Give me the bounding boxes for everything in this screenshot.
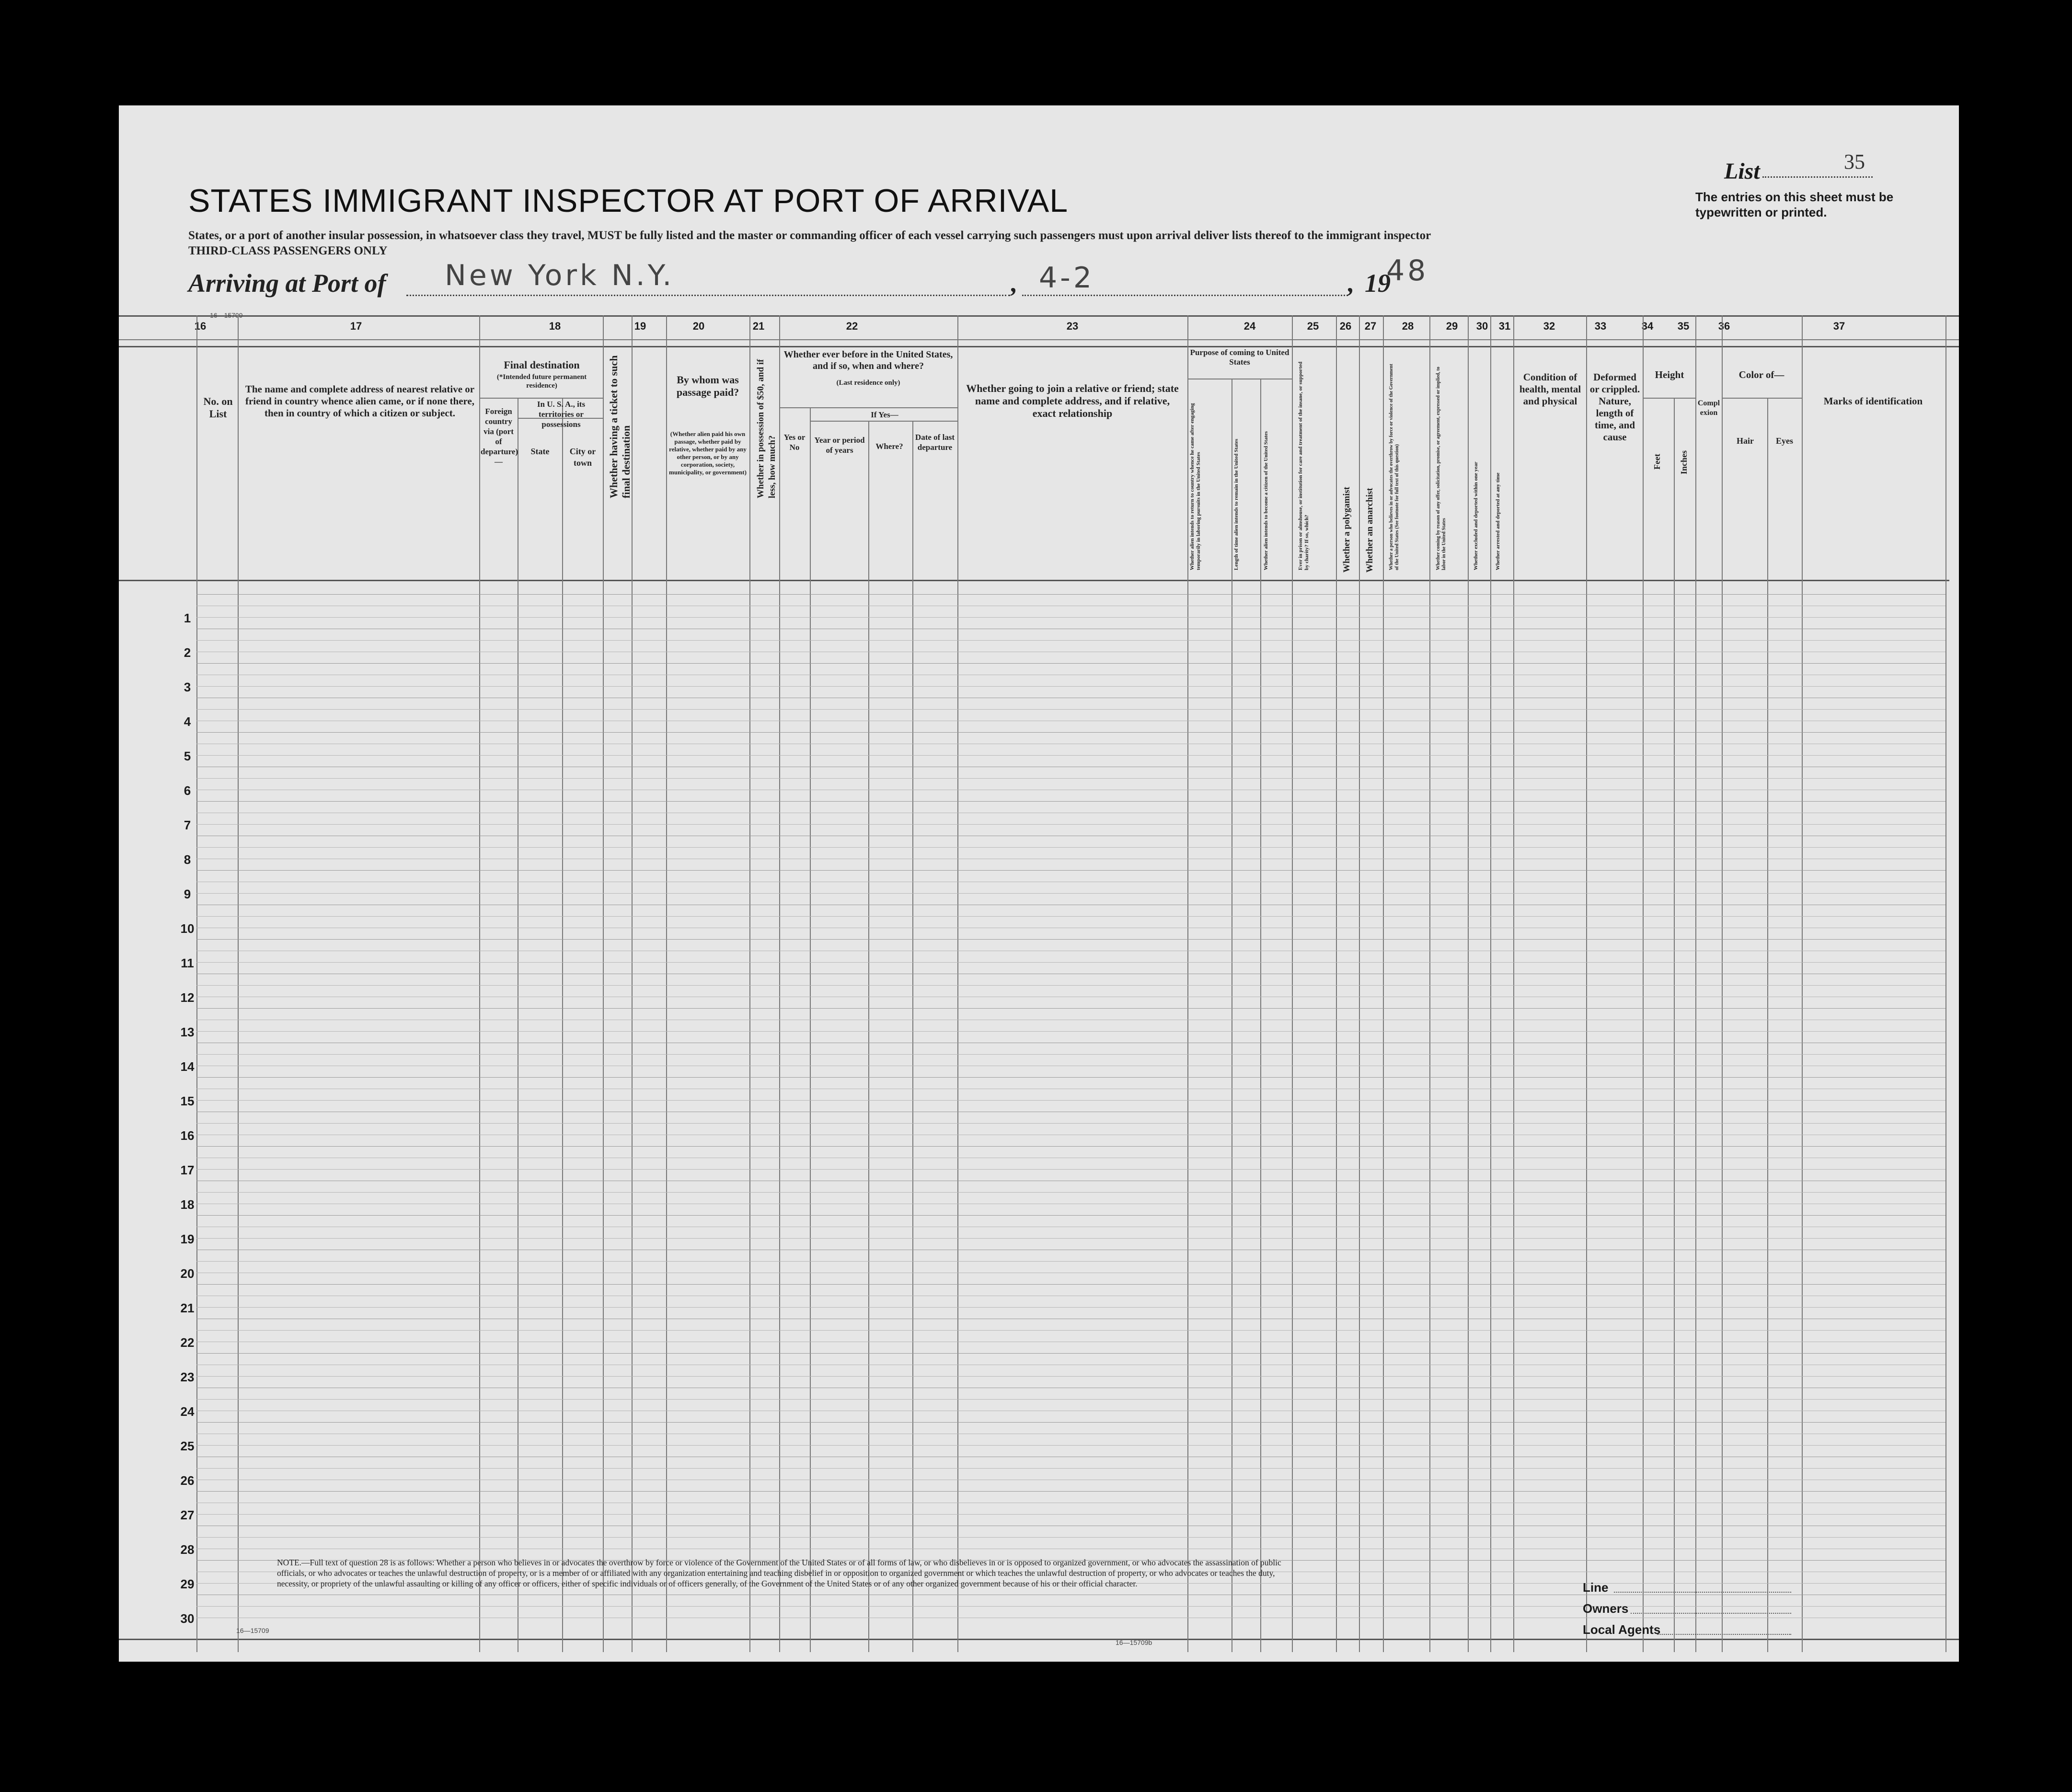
header-final-destination-sub: (*Intended future permanent residence) [496, 373, 587, 390]
header-col24c-text: Whether alien intends to become a citizen of the United States [1263, 431, 1269, 570]
col-number: 18 [549, 320, 561, 332]
col-number: 32 [1543, 320, 1555, 332]
header-col32: Condition of health, mental and physical [1519, 371, 1581, 407]
local-agents-label: Local Agents [1583, 1622, 1661, 1637]
list-dotted-line [1762, 176, 1873, 178]
header-col17: The name and complete address of nearest relative or friend in country whence alien came, or if none there, then in country of which a citizen or subject. [245, 383, 475, 419]
col-number: 24 [1243, 320, 1256, 332]
header-col24a [1189, 388, 1202, 570]
row-rule [196, 1215, 1945, 1216]
form-code: 16—15709b [1116, 1639, 1152, 1646]
row-number: 21 [180, 1301, 195, 1315]
row-rule [196, 732, 1945, 733]
row-rule [196, 847, 1945, 848]
col-number: 23 [1066, 320, 1079, 332]
row-number: 16 [180, 1128, 195, 1143]
row-rule [196, 985, 1945, 986]
row-rule [196, 1376, 1945, 1377]
row-rule [196, 916, 1945, 917]
row-number: 2 [184, 645, 191, 660]
row-number: 6 [184, 783, 191, 798]
manifest-sheet [119, 105, 1959, 1662]
row-rule [196, 824, 1945, 825]
row-rule [196, 1077, 1945, 1078]
row-number: 26 [180, 1473, 195, 1488]
row-rule [196, 663, 1945, 664]
row-number: 5 [184, 749, 191, 763]
row-number: 10 [180, 921, 195, 936]
row-number: 29 [180, 1577, 195, 1591]
row-rule [196, 1100, 1945, 1101]
row-number: 20 [180, 1266, 195, 1281]
header-yes-no: Yes or No [783, 433, 806, 452]
row-number: 24 [180, 1404, 195, 1419]
row-number: 23 [180, 1370, 195, 1384]
comma: , [1348, 269, 1355, 298]
row-number: 7 [184, 818, 191, 832]
row-rule [196, 755, 1945, 756]
header-final-destination: Final destination [504, 359, 580, 371]
row-number: 1 [184, 611, 191, 625]
col-number: 19 [634, 320, 646, 332]
entries-note: The entries on this sheet must be typewritten or printed. [1695, 190, 1894, 219]
header-col24b-text: Length of time alien intends to remain in the United States [1233, 438, 1239, 570]
col-number: 36 [1718, 320, 1730, 332]
header-in-usa: In U. S. A., its territories or possessions [537, 400, 586, 429]
row-rule [196, 1008, 1945, 1009]
row-number: 8 [184, 852, 191, 867]
col-number: 16 [194, 320, 207, 332]
row-number: 9 [184, 887, 191, 901]
header-inches: Inches [1679, 450, 1689, 474]
row-rule [196, 1123, 1945, 1124]
row-rule [196, 893, 1945, 894]
page-title: STATES IMMIGRANT INSPECTOR AT PORT OF ARRIVAL [188, 183, 1069, 219]
row-number: 12 [180, 990, 195, 1005]
row-number: 15 [180, 1094, 195, 1108]
col-number: 33 [1594, 320, 1607, 332]
header-year-period: Year or period of years [814, 436, 865, 455]
line-field [1614, 1592, 1791, 1593]
row-rule [196, 640, 1945, 641]
header-height: Height [1655, 369, 1684, 380]
col-number: 22 [846, 320, 858, 332]
form-code: 16—15709 [236, 1627, 269, 1634]
header-color-of: Color of— [1738, 369, 1784, 380]
col-number: 28 [1402, 320, 1414, 332]
row-rule [196, 617, 1945, 618]
header-marks: Marks of identification [1823, 395, 1923, 407]
header-city: City or town [569, 447, 596, 468]
col-number: 29 [1446, 320, 1458, 332]
row-rule [196, 1307, 1945, 1308]
row-rule [196, 1468, 1945, 1469]
header-col25-text: Ever in prison or almshouse, or institution for care and treatment of the insane, or supported by charity? If so, which? [1298, 361, 1310, 570]
header-col30-text: Whether excluded and deported within one year [1473, 461, 1479, 570]
header-foreign-country: Foreign country via (port of departure)— [481, 407, 518, 466]
col-number: 25 [1307, 320, 1319, 332]
header-col33: Deformed or crippled. Nature, length of time, and cause [1589, 371, 1640, 443]
row-rule [196, 1537, 1945, 1538]
row-number: 17 [180, 1163, 195, 1177]
header-col19 [608, 355, 633, 498]
row-rule [196, 1169, 1945, 1170]
row-number: 4 [184, 714, 191, 729]
col-number: 34 [1641, 320, 1654, 332]
col-number: 20 [692, 320, 705, 332]
header-col23: Whether going to join a relative or friend; state name and complete address, and if relative, exact relationship [966, 382, 1179, 419]
col-number: 17 [350, 320, 362, 332]
row-rule [196, 1491, 1945, 1492]
footnote: NOTE.—Full text of question 28 is as follows: Whether a person who believes in or advocates the overthrow by force or violence of the Government of the United States or of all forms of law, or who disbelieves in or is opposed to organized government, or who advocates the assassination of public officials, or who advocates or teaches the unlawful destruction of property, or is a member of or affiliated with any organization entertaining and teaching disbelief in or opposition to organized government or which teaches the unlawful destruction of property, or who advocates or teaches the duty, necessity, or propriety of the unlawful assaulting or killing of any officer or officers, either of specific individuals or of officers generally, of the Government of the United States or of any other organized government because of his or their official character. [277, 1558, 1281, 1588]
row-rule [196, 1054, 1945, 1055]
list-number: 35 [1844, 150, 1865, 173]
col-number: 30 [1476, 320, 1488, 332]
form-code: 16—15709 [210, 311, 243, 319]
owners-field [1631, 1613, 1791, 1614]
header-col29 [1436, 359, 1447, 570]
port-label: Arriving at Port of [188, 269, 386, 298]
row-number: 22 [180, 1335, 195, 1350]
row-number: 27 [180, 1508, 195, 1522]
header-col26: Whether a polygamist [1342, 486, 1352, 573]
row-number: 30 [180, 1611, 195, 1626]
header-instructions: States, or a port of another insular possession, in whatsoever class they travel, MUST be fully listed and the master or commanding officer of each vessel carrying such passengers must upon arrival deliver lists thereof to the immigrant inspector [188, 229, 1431, 242]
col-number: 21 [752, 320, 765, 332]
passenger-class-label: THIRD-CLASS PASSENGERS ONLY [188, 244, 388, 257]
header-col25 [1298, 359, 1310, 570]
row-rule [196, 1330, 1945, 1331]
year-prefix: 19 [1365, 269, 1391, 298]
header-col22-sub: (Last residence only) [836, 379, 900, 387]
header-col21-text: Whether in possession of $50, and if less, how much? [756, 359, 777, 498]
col-number: 26 [1339, 320, 1352, 332]
header-col19-text: Whether having a ticket to such final destination [608, 355, 632, 498]
header-where: Where? [875, 442, 903, 451]
row-rule [196, 686, 1945, 687]
row-rule [196, 1031, 1945, 1032]
row-rule [196, 870, 1945, 871]
header-col20-sub: (Whether alien paid his own passage, whether paid by relative, whether paid by any other person, or by any corporation, society, municipality, or government) [669, 430, 747, 476]
header-col24c [1263, 388, 1269, 570]
row-rule [196, 1514, 1945, 1515]
row-rule [196, 1399, 1945, 1400]
handwritten-date: 4-2 [1039, 261, 1094, 295]
local-agents-field [1657, 1634, 1791, 1635]
row-rule [196, 1238, 1945, 1239]
header-col24b [1233, 388, 1240, 570]
row-rule [196, 1284, 1945, 1285]
col-number: 35 [1677, 320, 1690, 332]
header-col22: Whether ever before in the United States, and if so, when and where? [783, 349, 953, 371]
header-complexion: Complexion [1697, 399, 1720, 417]
header-col30 [1473, 359, 1479, 570]
line-label: Line [1583, 1580, 1609, 1595]
header-col28-text: Whether a person who believes in or advocates the overthrow by force or violence of the Government of the United States (See footnote for full text of this question) [1389, 364, 1400, 570]
header-col21 [755, 350, 778, 498]
header-col20: By whom was passage paid? [676, 374, 739, 398]
header-col24: Purpose of coming to United States [1190, 348, 1289, 367]
date-dotted-line [1022, 295, 1348, 296]
row-number: 11 [181, 956, 194, 970]
row-rule [196, 709, 1945, 710]
comma: , [1011, 269, 1018, 298]
row-number: 3 [184, 680, 191, 694]
row-number: 25 [180, 1439, 195, 1453]
row-number: 18 [180, 1197, 195, 1212]
header-hair: Hair [1737, 436, 1754, 446]
header-col31 [1495, 359, 1501, 570]
row-rule [196, 778, 1945, 779]
header-no-on-list: No. on List [203, 395, 233, 420]
row-number: 19 [180, 1232, 195, 1246]
row-number: 13 [180, 1025, 195, 1039]
handwritten-port: New York N.Y. [445, 259, 675, 292]
row-rule [196, 1192, 1945, 1193]
row-rule [196, 1261, 1945, 1262]
row-number: 28 [180, 1542, 195, 1557]
header-date-last-departure: Date of last departure [915, 433, 955, 452]
list-label: List [1724, 159, 1760, 184]
row-number: 14 [180, 1059, 195, 1074]
header-feet: Feet [1652, 454, 1662, 470]
port-dotted-line [406, 295, 1010, 296]
header-eyes: Eyes [1776, 436, 1793, 446]
row-rule [196, 1353, 1945, 1354]
row-rule [196, 801, 1945, 802]
col-number: 31 [1498, 320, 1511, 332]
owners-label: Owners [1583, 1601, 1629, 1616]
header-if-yes: If Yes— [871, 410, 898, 419]
header-state: State [530, 447, 550, 456]
row-rule [196, 962, 1945, 963]
header-col28 [1389, 359, 1400, 570]
row-rule [196, 1606, 1945, 1607]
col-number: 37 [1833, 320, 1845, 332]
header-col24a-text: Whether alien intends to return to country whence he came after engaging temporarily in laboring pursuits in the United States [1189, 403, 1201, 570]
header-col27: Whether an anarchist [1365, 488, 1375, 573]
col-number: 27 [1364, 320, 1377, 332]
row-rule [196, 1146, 1945, 1147]
handwritten-year: 48 [1386, 254, 1429, 287]
row-rule [196, 1422, 1945, 1423]
header-col29-text: Whether coming by reason of any offer, solicitation, promise, or agreement, expressed or implied, to labor in the United States [1436, 367, 1447, 570]
header-col31-text: Whether arrested and deported at any time [1495, 472, 1501, 570]
row-rule [196, 1445, 1945, 1446]
row-rule [196, 939, 1945, 940]
row-rule [196, 594, 1945, 595]
